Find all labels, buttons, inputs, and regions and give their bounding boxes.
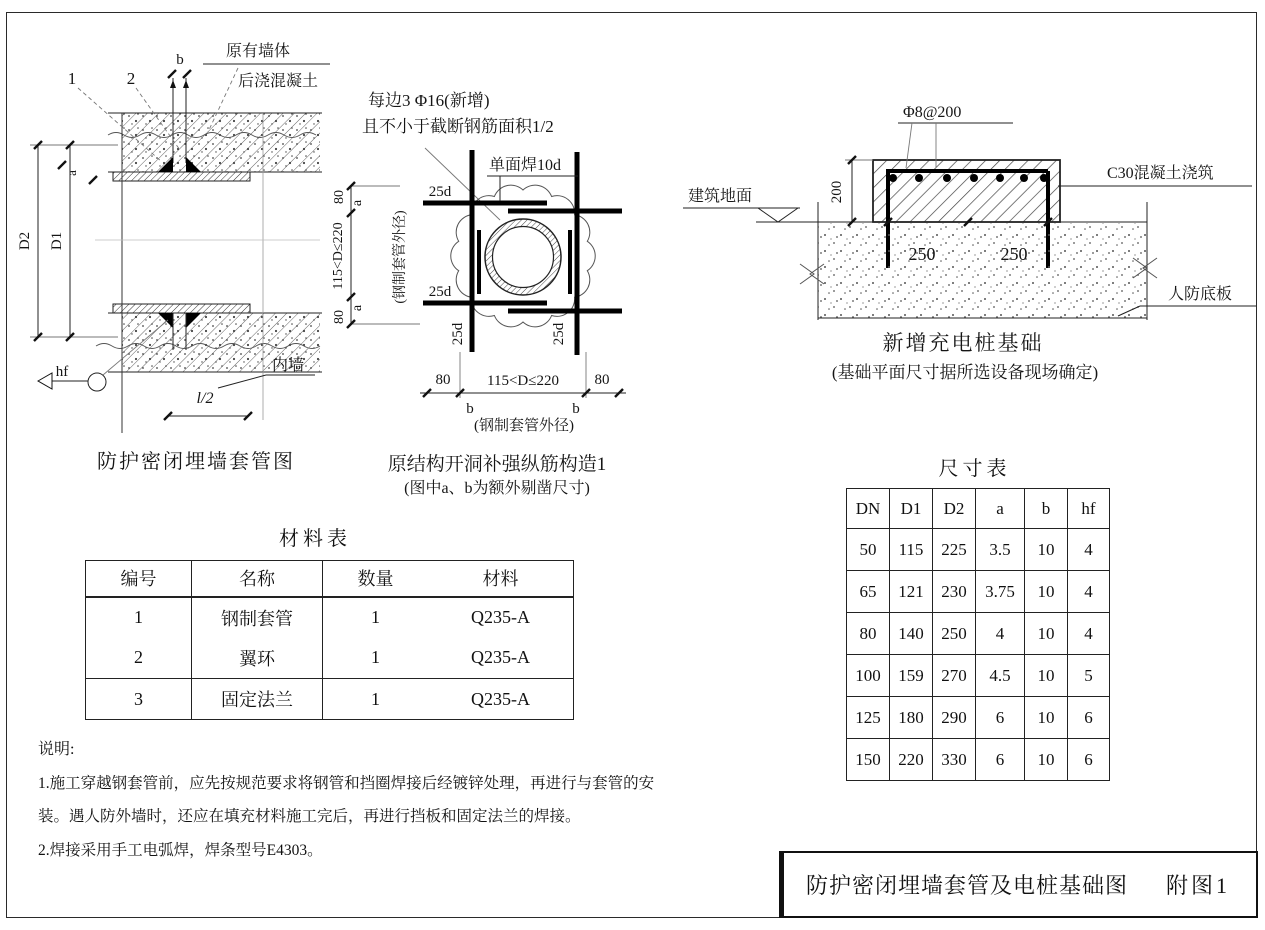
table-cell: 1 bbox=[371, 688, 380, 709]
pipe-sleeve-inner bbox=[493, 227, 554, 288]
table-cell: 159 bbox=[890, 655, 933, 697]
reinforce-note2: 且不小于截断钢筋面积1/2 bbox=[362, 117, 554, 136]
table-cell: 121 bbox=[890, 571, 933, 613]
table-row bbox=[847, 739, 1110, 781]
column-header: D1 bbox=[890, 489, 933, 529]
table-cell: 140 bbox=[890, 613, 933, 655]
wing-ring-plate-top bbox=[113, 172, 250, 181]
column-header: 名称 bbox=[192, 561, 323, 597]
table-cell: 115 bbox=[890, 529, 933, 571]
reinforce-note1: 每边3 Φ16(新增) bbox=[368, 91, 490, 110]
dim-a-label: a bbox=[350, 304, 365, 312]
table-cell: 10 bbox=[1025, 655, 1068, 697]
table-row bbox=[86, 597, 574, 638]
reinforce-caption1: 原结构开洞补强纵筋构造1 bbox=[387, 454, 607, 475]
materials-table bbox=[85, 560, 574, 720]
dim-b-label: b bbox=[466, 401, 474, 417]
pipe-od-note-vertical: (钢制套管外径) bbox=[393, 210, 408, 304]
foundation-caption1: 新增充电桩基础 bbox=[882, 331, 1044, 355]
table-cell: 10 bbox=[1025, 529, 1068, 571]
table-cell: 3.75 bbox=[976, 571, 1025, 613]
slab-label: 人防底板 bbox=[1168, 286, 1233, 303]
dim-80-label: 80 bbox=[332, 310, 347, 324]
table-cell: 6 bbox=[1068, 739, 1110, 781]
table-cell: 5 bbox=[1068, 655, 1110, 697]
ext-25d-label: 25d bbox=[428, 284, 452, 300]
weld-note: 单面焊10d bbox=[489, 157, 562, 174]
dim-a-label: a bbox=[350, 199, 365, 207]
table-cell: 钢制套管 bbox=[192, 597, 323, 638]
table-cell: 180 bbox=[890, 697, 933, 739]
dim-b-label: b bbox=[572, 401, 580, 417]
dim-200-label: 200 bbox=[829, 180, 845, 204]
table-cell: 250 bbox=[933, 613, 976, 655]
table-cell: 6 bbox=[976, 697, 1025, 739]
dim-range-label: 115<D≤220 bbox=[331, 222, 346, 290]
wing-ring-plate-bottom bbox=[113, 304, 250, 313]
table-cell: 3.5 bbox=[976, 529, 1025, 571]
table-cell: Q235-A bbox=[471, 607, 530, 627]
table-cell: 10 bbox=[1025, 571, 1068, 613]
table-cell: 125 bbox=[847, 697, 890, 739]
table-cell: 4 bbox=[976, 613, 1025, 655]
table-cell: 330 bbox=[933, 739, 976, 781]
table-cell: 4 bbox=[1068, 613, 1110, 655]
column-header: b bbox=[1025, 489, 1068, 529]
weld-circle-icon bbox=[88, 373, 106, 391]
table-cell: 6 bbox=[976, 739, 1025, 781]
ext-25d-label: 25d bbox=[551, 322, 567, 346]
notes-heading: 说明: bbox=[38, 741, 75, 758]
reinforce-caption2: (图中a、b为额外剔凿尺寸) bbox=[404, 480, 590, 497]
table-cell: 80 bbox=[847, 613, 890, 655]
dim-half-label: l/2 bbox=[196, 390, 214, 407]
label-existing-wall: 原有墙体 bbox=[225, 43, 291, 60]
table-cell: 6 bbox=[1068, 697, 1110, 739]
table-row bbox=[847, 697, 1110, 739]
column-header: 数量 bbox=[323, 561, 429, 597]
column-header: D2 bbox=[933, 489, 976, 529]
label-inner-wall: 内墙 bbox=[271, 357, 305, 374]
table-row bbox=[847, 613, 1110, 655]
dim-80-label: 80 bbox=[435, 372, 451, 388]
rebar-callout: Φ8@200 bbox=[903, 104, 962, 121]
column-header: a bbox=[976, 489, 1025, 529]
column-header: DN bbox=[847, 489, 890, 529]
table-cell: 4 bbox=[1068, 529, 1110, 571]
label-new-concrete: 后浇混凝土 bbox=[237, 73, 319, 90]
column-header: hf bbox=[1068, 489, 1110, 529]
dimensions-table bbox=[846, 488, 1110, 781]
note-item: 2.焊接采用手工电弧焊，焊条型号E4303。 bbox=[38, 841, 323, 859]
sheet-title: 防护密闭埋墙套管及电桩基础图 bbox=[806, 873, 1129, 898]
notes-section bbox=[38, 736, 668, 867]
dim-80-label: 80 bbox=[332, 190, 347, 204]
materials-table-title: 材料表 bbox=[279, 528, 351, 550]
table-cell: 4 bbox=[1068, 571, 1110, 613]
table-cell: 10 bbox=[1025, 697, 1068, 739]
table-cell: 100 bbox=[847, 655, 890, 697]
level-mark-icon bbox=[758, 208, 798, 222]
dim-d2-label: D2 bbox=[17, 231, 33, 251]
table-row bbox=[86, 638, 574, 679]
sleeve-drawing bbox=[17, 42, 330, 473]
wall-band-top-dots bbox=[122, 113, 320, 172]
slab-stipple bbox=[818, 223, 1147, 318]
dim-250-right: 250 bbox=[1000, 244, 1028, 264]
table-cell: 270 bbox=[933, 655, 976, 697]
column-header: 材料 bbox=[428, 561, 574, 597]
pipe-od-note: (钢制套管外径) bbox=[474, 418, 574, 434]
table-cell: 4.5 bbox=[976, 655, 1025, 697]
dim-range-label: 115<D≤220 bbox=[487, 373, 559, 389]
table-cell: 10 bbox=[1025, 613, 1068, 655]
foundation-caption2: (基础平面尺寸据所选设备现场确定) bbox=[831, 363, 1099, 382]
table-cell: Q235-A bbox=[428, 638, 574, 679]
ground-label: 建筑地面 bbox=[688, 188, 753, 205]
ext-25d-label: 25d bbox=[450, 322, 466, 346]
table-cell: 翼环 bbox=[192, 638, 323, 679]
table-cell: 225 bbox=[933, 529, 976, 571]
table-cell: 65 bbox=[847, 571, 890, 613]
table-cell: 50 bbox=[847, 529, 890, 571]
dim-250-left: 250 bbox=[908, 244, 936, 264]
break-mark-left bbox=[800, 264, 814, 284]
table-cell: Q235-A bbox=[471, 688, 530, 709]
callout-1: 1 bbox=[67, 69, 77, 88]
table-cell: 1 bbox=[371, 607, 380, 627]
table-cell: 220 bbox=[890, 739, 933, 781]
dim-d1-label: D1 bbox=[49, 231, 65, 251]
table-row bbox=[847, 571, 1110, 613]
table-cell: 230 bbox=[933, 571, 976, 613]
dimensions-table-title: 尺寸表 bbox=[938, 458, 1011, 480]
dim-hf-label: hf bbox=[55, 364, 69, 380]
table-cell: 10 bbox=[1025, 739, 1068, 781]
concrete-label: C30混凝土浇筑 bbox=[1107, 165, 1214, 182]
table-cell: 1 bbox=[86, 597, 192, 638]
table-cell: 3 bbox=[86, 679, 192, 720]
figure-number: 附图1 bbox=[1165, 873, 1230, 898]
weld-flag-icon bbox=[38, 373, 52, 389]
table-cell: 1 bbox=[323, 638, 429, 679]
column-header: 编号 bbox=[86, 561, 192, 597]
dim-a-label: a bbox=[64, 170, 79, 176]
table-cell: 290 bbox=[933, 697, 976, 739]
dim-80-label: 80 bbox=[594, 372, 610, 388]
ext-25d-label: 25d bbox=[428, 184, 452, 200]
table-cell: 150 bbox=[847, 739, 890, 781]
dim-b-label: b bbox=[176, 52, 184, 68]
callout-2: 2 bbox=[126, 69, 136, 88]
table-row bbox=[847, 529, 1110, 571]
reinforce-drawing bbox=[331, 91, 626, 497]
note-item: 1.施工穿越钢套管前，应先按规范要求将钢管和挡圈焊接后经镀锌处理，再进行与套管的安装。遇人防外墙时，还应在填充材料施工完后，再进行挡板和固定法兰的焊接。 bbox=[38, 775, 655, 826]
title-block bbox=[779, 851, 1258, 918]
table-cell: 2 bbox=[86, 638, 192, 679]
table-row bbox=[847, 655, 1110, 697]
sleeve-caption: 防护密闭埋墙套管图 bbox=[97, 451, 295, 473]
table-row bbox=[86, 679, 574, 720]
foundation-drawing bbox=[683, 104, 1256, 382]
table-cell: 固定法兰 bbox=[192, 679, 323, 720]
